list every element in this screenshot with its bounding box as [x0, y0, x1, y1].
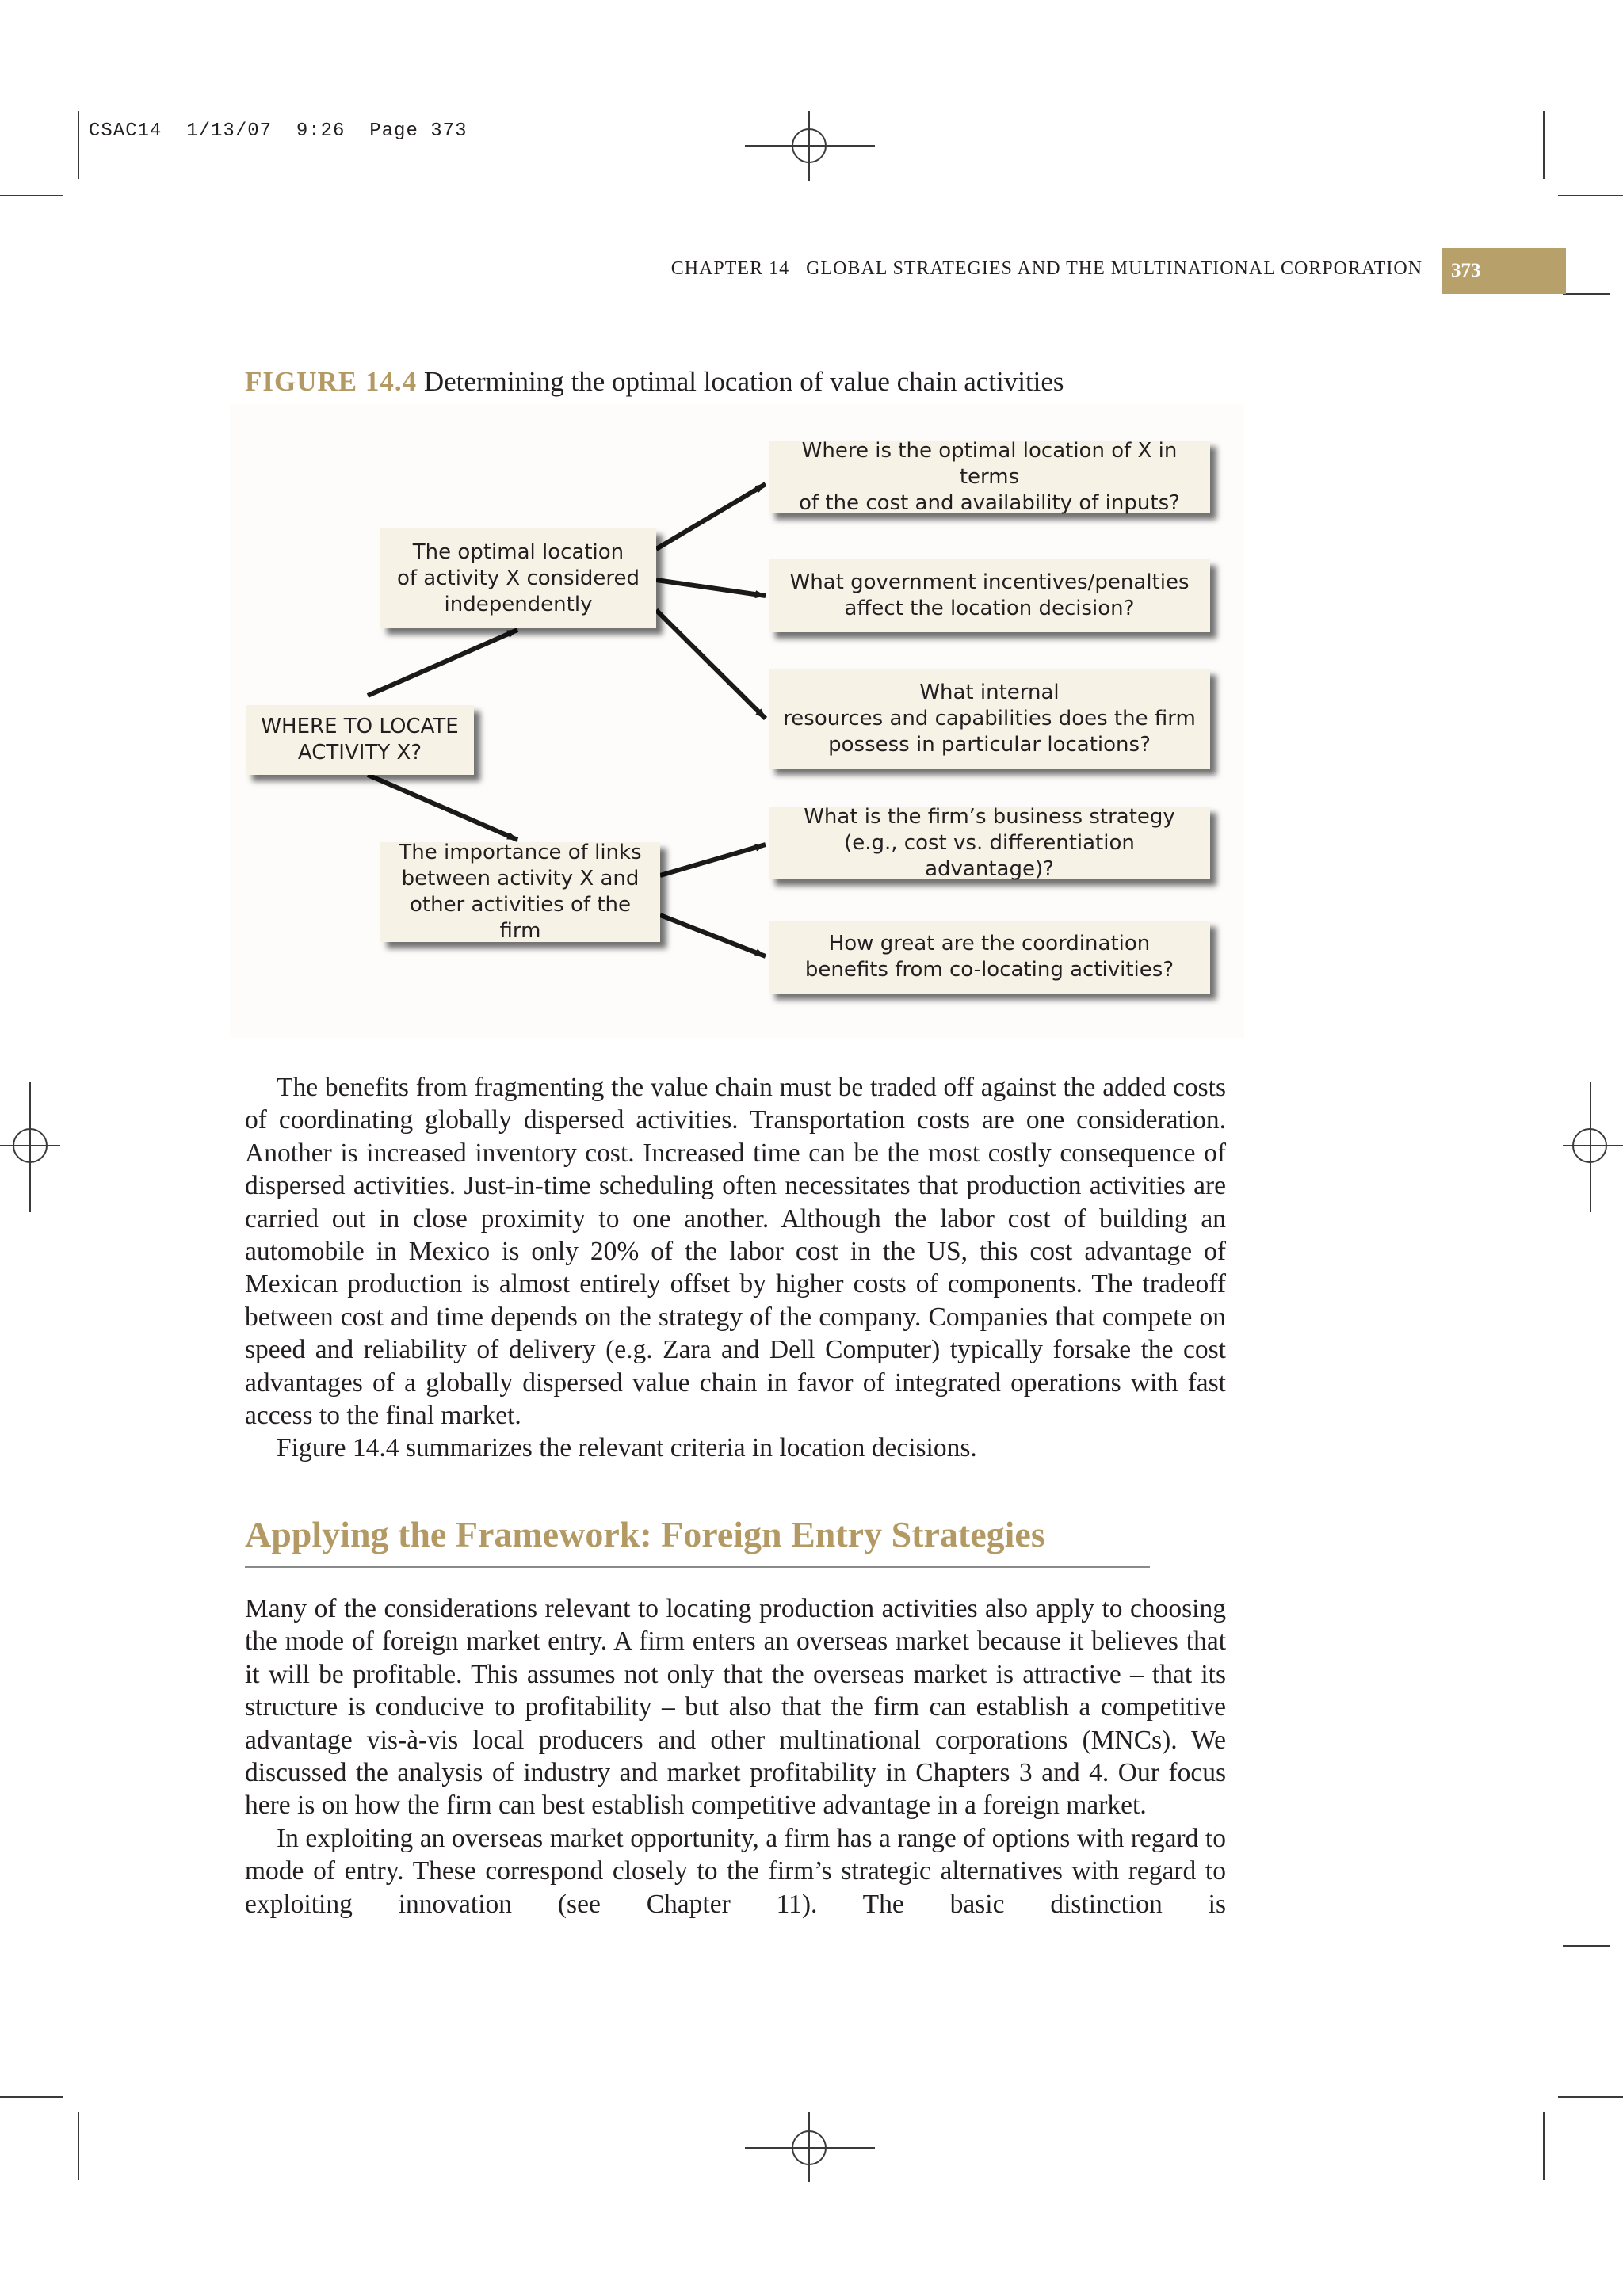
figure-title: Determining the optimal location of value chain activities — [423, 366, 1064, 397]
node-optimal-location-independent: The optimal location of activity X considered independently — [380, 528, 656, 628]
figure-caption — [245, 366, 1064, 398]
arrow-links-to-strategy — [660, 845, 766, 875]
arrow-root-to-optimal — [368, 630, 517, 696]
node-where-to-locate: WHERE TO LOCATE ACTIVITY X? — [246, 705, 474, 775]
node-internal-resources: What internal resources and capabilities does the firm possess in particular locations? — [769, 669, 1210, 769]
arrow-optimal-to-cost — [656, 484, 766, 549]
arrow-links-to-coordination — [660, 915, 766, 956]
paragraph: Many of the considerations relevant to locating production activities also apply to choosing the mode of foreign market entry. A firm enters an overseas market because it believes that it will be profitable. This assumes not only that the overseas market is attractive – that its structure is conducive to profitability – but also that the firm can establish a competitive advantage vis-à-vis local producers and other multinational corporations (MNCs). We discussed the analysis of industry and market profitability in Chapters 3 and 4. Our focus here is on how the firm can best establish competitive advantage in a foreign market. — [245, 1594, 1226, 1821]
figure-label: FIGURE 14.4 — [245, 366, 418, 397]
arrow-optimal-to-government — [656, 580, 766, 596]
node-importance-of-links: The importance of links between activity X and other activities of the firm — [380, 842, 660, 942]
node-coordination-benefits: How great are the coordination benefits from co-locating activities? — [769, 921, 1210, 994]
node-cost-availability-inputs: Where is the optimal location of X in terms of the cost and availability of inputs? — [769, 441, 1210, 513]
paragraph: Figure 14.4 summarizes the relevant criteria in location decisions. — [277, 1433, 977, 1463]
page-number: 373 — [1442, 248, 1566, 294]
paragraph: The benefits from fragmenting the value chain must be traded off against the added costs of coordinating globally dispersed activities. Transportation costs are one consideration. Another is increased inventory cost. Increased time can be the most costly consequence of dispersed activities. Just-in-time scheduling often necessitates that production activities are carried out in close proximity to one another. Although the labor cost of building an automobile in Mexico is only 20% of the labor cost in the US, this cost advantage of Mexican production is almost entirely offset by higher costs of components. The tradeoff between cost and time depends on the strategy of the company. Companies that compete on speed and reliability of delivery (e.g. Zara and Dell Computer) typically forsake the cost advantages of a globally dispersed value chain in favor of integrated operations with fast access to the final market. — [245, 1073, 1226, 1431]
location-decision-diagram — [230, 404, 1244, 1038]
heading-rule — [245, 1566, 1150, 1568]
printer-slug: CSAC14 1/13/07 9:26 Page 373 — [89, 120, 468, 142]
node-government-incentives: What government incentives/penalties affect the location decision? — [769, 559, 1210, 632]
paragraph: In exploiting an overseas market opportunity, a firm has a range of options with regard to mode of entry. These correspond closely to the firm’s strategic alternatives with regard to exploiting innovation (see Chapter 11). The basic distinction is — [245, 1823, 1226, 1919]
arrow-root-to-links — [368, 775, 517, 840]
running-head: CHAPTER 14 GLOBAL STRATEGIES AND THE MULTINATIONAL CORPORATION — [670, 258, 1423, 279]
body-text-block-1 — [245, 1071, 1226, 1465]
section-heading: Applying the Framework: Foreign Entry Strategies — [245, 1514, 1045, 1554]
arrow-optimal-to-internal — [656, 610, 766, 719]
body-text-block-2 — [245, 1592, 1226, 1920]
node-business-strategy: What is the firm’s business strategy (e.g., cost vs. differentiation advantage)? — [769, 807, 1210, 879]
